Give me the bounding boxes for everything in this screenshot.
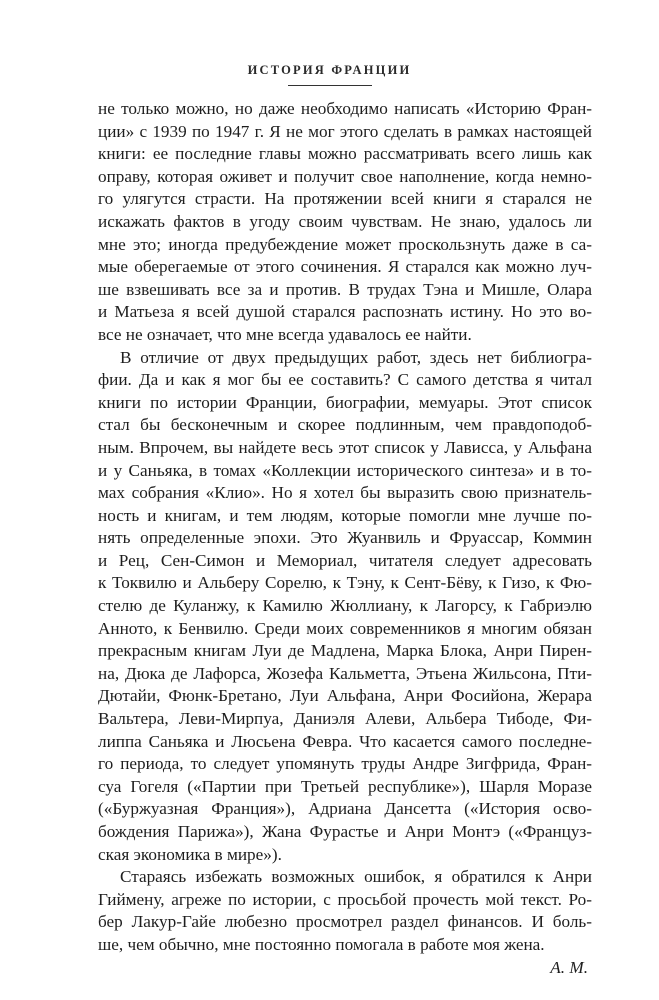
text-line: ше, чем обычно, мне постоянно помогала в работе моя жена.	[98, 934, 545, 954]
text-line: фии. Да и как я мог бы ее составить? С самого детства я читал	[98, 370, 592, 390]
text-line: бер Лакур-Гайе любезно просмотрел раздел финансов. И боль-	[98, 912, 592, 932]
text-line: го периода, то следует упомянуть труды Андре Зигфрида, Фран-	[98, 754, 592, 774]
text-line: искажать фактов в угоду своим чувствам. Не знаю, удалось ли	[98, 211, 592, 231]
text-line: ным. Впрочем, вы найдете весь этот список у Лависса, у Альфана	[98, 437, 592, 457]
header-rule	[288, 85, 372, 86]
paragraph-2	[98, 347, 592, 867]
text-line: к Токвилю и Альберу Сорелю, к Тэну, к Сент-Бёву, к Гизо, к Фю-	[98, 573, 592, 593]
text-line: мне это; иногда предубеждение может проскользнуть даже в са-	[98, 234, 592, 254]
text-line: Стараясь избежать возможных ошибок, я обратился к Анри	[120, 867, 592, 887]
text-line: все не означает, что мне всегда удавалось ее найти.	[98, 324, 472, 344]
text-line: Дютайи, Фюнк-Бретано, Луи Альфана, Анри Фосийона, Жерара	[98, 686, 592, 706]
text-line: стелю де Куланжу, к Камилю Жюллиану, к Лагорсу, к Габриэлю	[98, 596, 592, 616]
text-line: на, Дюка де Лафорса, Жозефа Кальметта, Этьена Жильсона, Пти-	[98, 663, 592, 683]
body-text	[98, 98, 592, 979]
text-line: нять определенные эпохи. Это Жуанвиль и Фруассар, Коммин	[98, 528, 592, 548]
text-line: В отличие от двух предыдущих работ, здесь нет библиогра-	[120, 347, 592, 367]
text-line: книги: ее последние главы можно рассматривать всего лишь как	[98, 144, 592, 164]
text-line: суа Гогеля («Партии при Третьей республике»), Шарля Моразе	[98, 776, 592, 796]
text-line: Гиймену, агреже по истории, с просьбой прочесть мой текст. Ро-	[98, 889, 592, 909]
text-line: Анното, к Бенвилю. Среди моих современников я многим обязан	[98, 618, 592, 638]
text-line: го улягутся страсти. На протяжении всей книги я старался не	[98, 189, 592, 209]
text-line: мые оберегаемые от этого сочинения. Я старался как можно луч-	[98, 257, 592, 277]
text-line: и у Саньяка, в томах «Коллекции исторического синтеза» и в то-	[98, 460, 592, 480]
text-line: Вальтера, Леви-Мирпуа, Даниэля Алеви, Альбера Тибоде, Фи-	[98, 709, 592, 729]
text-line: книги по истории Франции, биографии, мемуары. Этот список	[98, 392, 592, 412]
text-line: («Буржуазная Франция»), Адриана Дансетта («История осво-	[98, 799, 592, 819]
text-line: не только можно, но даже необходимо написать «Историю Фран-	[98, 99, 592, 118]
text-line: ше взвешивать все за и против. В трудах Тэна и Мишле, Олара	[98, 279, 592, 299]
running-head-title: ИСТОРИЯ ФРАНЦИИ	[247, 63, 412, 77]
text-line: ции» с 1939 по 1947 г. Я не мог этого сделать в рамках настоящей	[98, 121, 592, 141]
text-line: стал бы бесконечным и скорее подлинным, чем правдоподоб-	[98, 415, 592, 435]
text-line: ность и книгам, и тем людям, которые помогли мне лучше по-	[98, 505, 592, 525]
text-line: и Рец, Сен-Симон и Мемориал, читателя следует адресовать	[98, 550, 592, 570]
text-line: ская экономика в мире»).	[98, 844, 282, 864]
text-line: и Матьеза я всей душой старался распознать истину. Но это во-	[98, 302, 592, 322]
text-line: бождения Парижа»), Жана Фурастье и Анри Монтэ («Француз-	[98, 822, 592, 841]
text-line: прекрасным книгам Луи де Мадлена, Марка Блока, Анри Пирен-	[98, 641, 592, 661]
text-line: мах собрания «Клио». Но я хотел бы выразить свою признатель-	[98, 483, 592, 503]
text-line: липпа Саньяка и Люсьена Февра. Что касается самого последне-	[98, 731, 592, 751]
paragraph-3	[98, 866, 592, 956]
author-signature: А. М.	[550, 957, 588, 977]
text-line: оправу, которая оживет и получит свое наполнение, когда немно-	[98, 166, 592, 186]
paragraph-1	[98, 98, 592, 347]
